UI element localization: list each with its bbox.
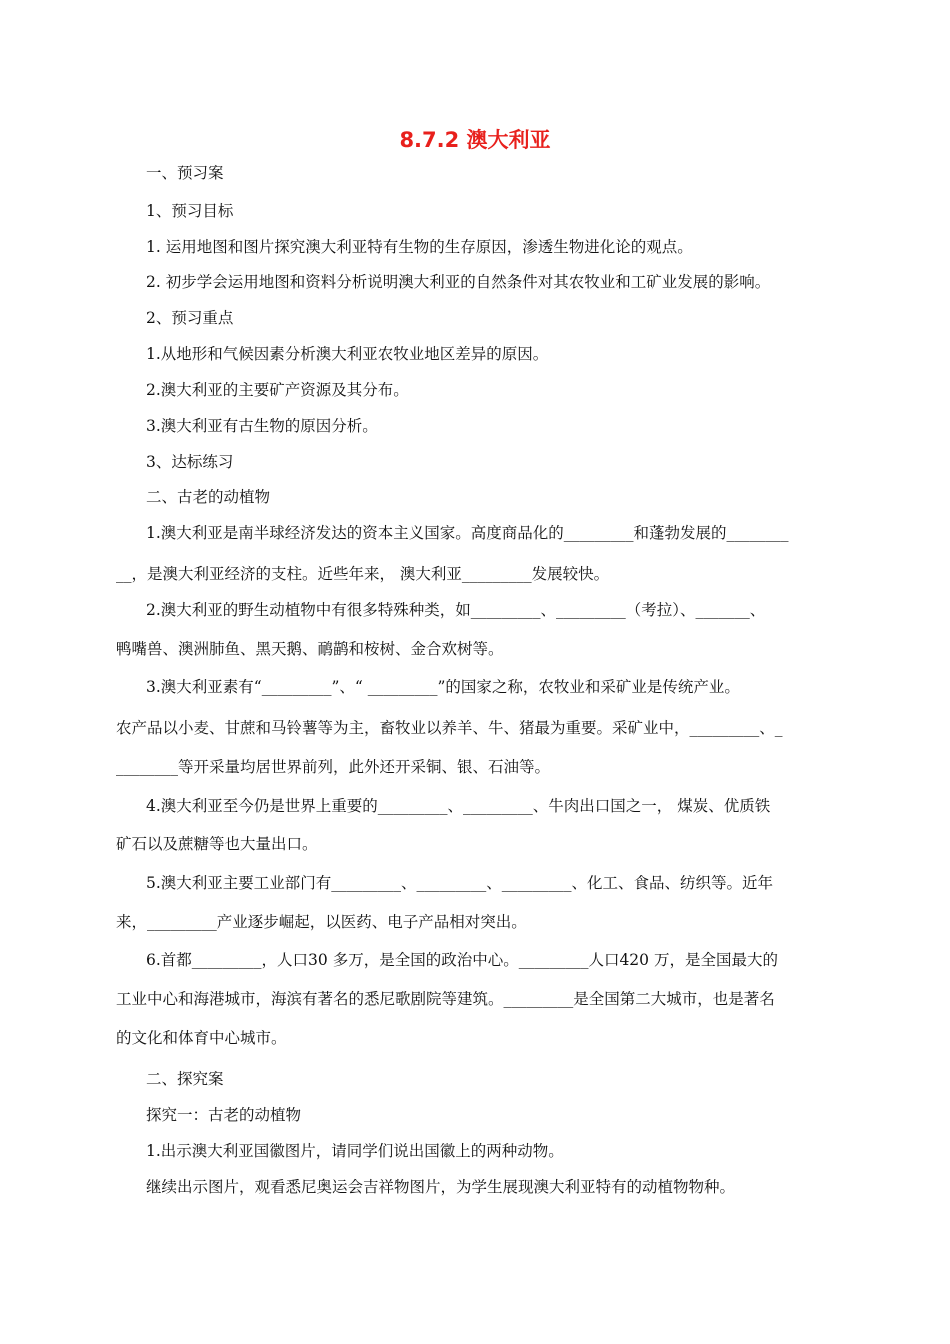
paragraph-line: 1.出示澳大利亚国徽图片，请同学们说出国徽上的两种动物。 — [146, 1142, 564, 1160]
paragraph-line: 矿石以及蔗糖等也大量出口。 — [116, 835, 318, 853]
paragraph-line: 4.澳大利亚至今仍是世界上重要的_________、_________、牛肉出口国之一， 煤炭、优质铁 — [146, 797, 771, 815]
paragraph-line: 来，_________产业逐步崛起，以医药、电子产品相对突出。 — [116, 913, 527, 931]
paragraph-line: 3.澳大利亚素有“_________”、“ _________”的国家之称，农牧业和采矿业是传统产业。 — [146, 678, 740, 696]
paragraph-line: 鸭嘴兽、澳洲肺鱼、黑天鹅、鸸鹋和桉树、金合欢树等。 — [116, 640, 504, 658]
subsection-heading: 2、预习重点 — [146, 309, 234, 327]
paragraph-line: __，是澳大利亚经济的支柱。近些年来， 澳大利亚_________发展较快。 — [116, 565, 610, 583]
paragraph-line: 2.澳大利亚的野生动植物中有很多特殊种类，如_________、_________（考拉）、_______、 — [146, 601, 766, 619]
paragraph-line: 3.澳大利亚有古生物的原因分析。 — [146, 417, 378, 435]
paragraph-line: 2. 初步学会运用地图和资料分析说明澳大利亚的自然条件对其农牧业和工矿业发展的影响。 — [146, 273, 771, 291]
paragraph-line: 1. 运用地图和图片探究澳大利亚特有生物的生存原因，渗透生物进化论的观点。 — [146, 238, 693, 256]
paragraph-line: 1.澳大利亚是南半球经济发达的资本主义国家。高度商品化的_________和蓬勃发展的________ — [146, 524, 789, 542]
document-title: 8.7.2 澳大利亚 — [399, 128, 551, 152]
subsection-heading: 1、预习目标 — [146, 202, 234, 220]
section-heading: 二、探究案 — [146, 1070, 224, 1088]
paragraph-line: 2.澳大利亚的主要矿产资源及其分布。 — [146, 381, 409, 399]
section-heading: 一、预习案 — [146, 164, 224, 182]
paragraph-line: 5.澳大利亚主要工业部门有_________、_________、_________、化工、食品、纺织等。近年 — [146, 874, 774, 892]
paragraph-line: 的文化和体育中心城市。 — [116, 1029, 287, 1047]
paragraph-line: 农产品以小麦、甘蔗和马铃薯等为主，畜牧业以养羊、牛、猪最为重要。采矿业中，_________、_ — [116, 719, 783, 737]
paragraph-line: 工业中心和海港城市，海滨有著名的悉尼歌剧院等建筑。_________是全国第二大城市，也是著名 — [116, 990, 775, 1008]
subsection-heading: 3、达标练习 — [146, 453, 234, 471]
paragraph-line: 1.从地形和气候因素分析澳大利亚农牧业地区差异的原因。 — [146, 345, 549, 363]
section-heading: 二、古老的动植物 — [146, 488, 271, 506]
paragraph-line: 继续出示图片，观看悉尼奥运会吉祥物图片，为学生展现澳大利亚特有的动植物物种。 — [146, 1178, 736, 1196]
paragraph-line: ________等开采量均居世界前列，此外还开采铜、银、石油等。 — [116, 758, 551, 776]
paragraph-line: 6.首都_________，人口30 多万，是全国的政治中心。_________人口420 万，是全国最大的 — [146, 951, 778, 969]
subsection-heading: 探究一：古老的动植物 — [146, 1106, 302, 1124]
